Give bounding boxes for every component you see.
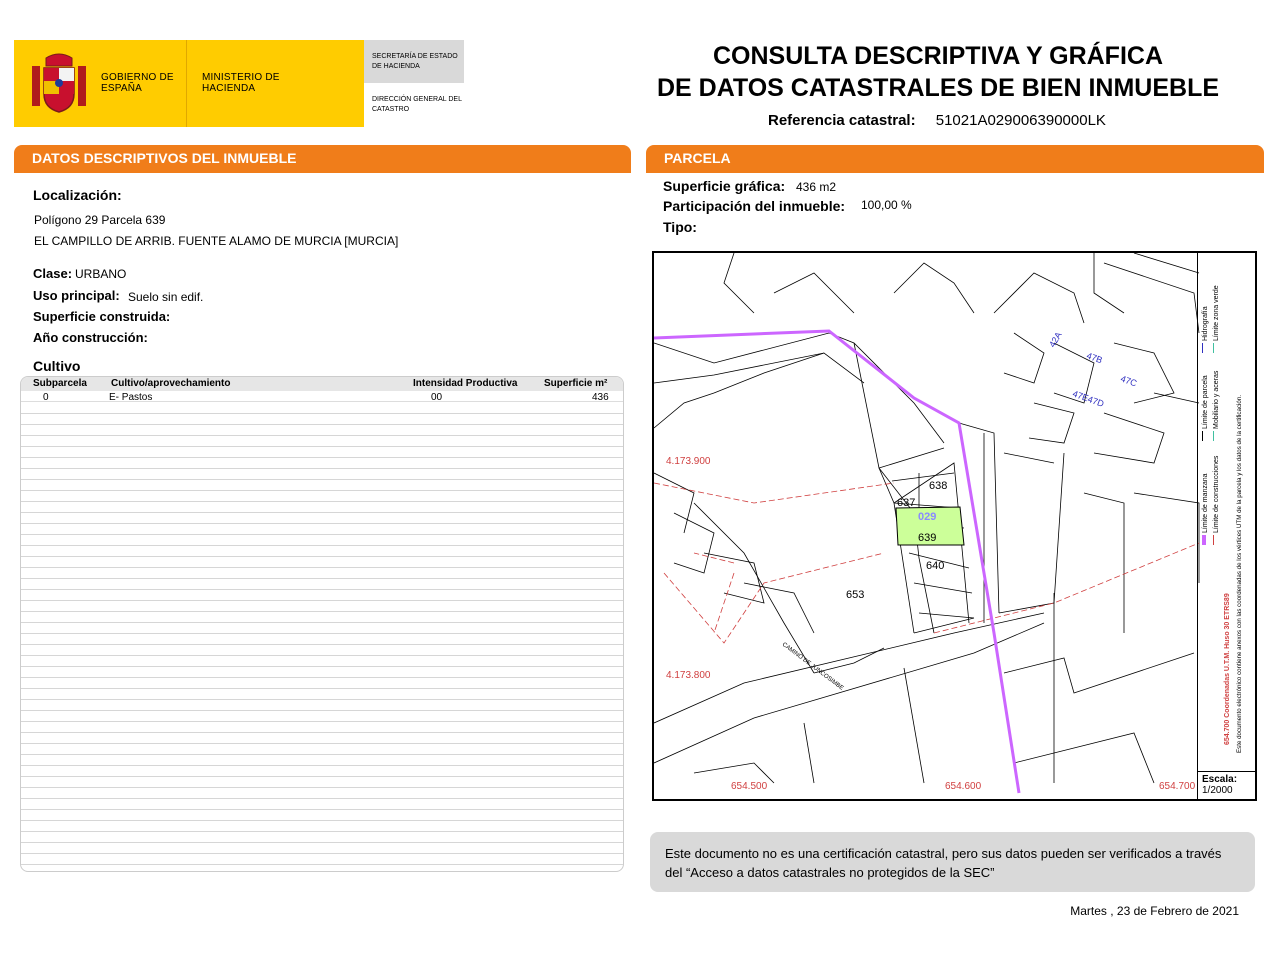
legend-mobiliario: Mobiliario y aceras bbox=[1213, 370, 1220, 429]
coord-x-2: 654.600 bbox=[945, 781, 982, 792]
parcela-title: PARCELA bbox=[664, 150, 731, 166]
cultivo-table-header bbox=[21, 377, 623, 391]
localizacion-line1: Polígono 29 Parcela 639 bbox=[34, 213, 166, 227]
map-legend bbox=[1197, 253, 1255, 773]
ref-label: Referencia catastral: bbox=[768, 112, 916, 129]
disclaimer-notice bbox=[650, 832, 1255, 892]
coord-y-2: 4.173.800 bbox=[666, 670, 711, 681]
parcel-640: 640 bbox=[926, 560, 945, 572]
col-intensidad: Intensidad Productiva bbox=[413, 378, 518, 389]
ano-construccion-label: Año construcción: bbox=[33, 330, 148, 345]
parcela-header bbox=[646, 145, 1264, 171]
doc-note: Este documento electrónico contiene anexos con las coordenadas de los vértices UTM de la parcela y los datos de la certificación. bbox=[1236, 394, 1243, 753]
superficie-construida-label: Superficie construida: bbox=[33, 309, 171, 324]
parcel-639: 639 bbox=[918, 532, 937, 544]
legend-hidrografia: Hidrografía bbox=[1202, 306, 1209, 341]
empty-rows bbox=[21, 403, 623, 872]
parcel-653: 653 bbox=[846, 589, 865, 601]
legend-parcela: Límite de parcela bbox=[1202, 375, 1209, 429]
cell-intensidad: 00 bbox=[431, 392, 443, 403]
disclaimer-text: Este documento no es una certificación catastral, pero sus datos pueden ser verificados a través del “Acceso a datos catastrales no protegidos de la SEC” bbox=[665, 846, 1222, 880]
datos-title-b: INMUEBLE bbox=[223, 150, 297, 166]
cultivo-table bbox=[20, 376, 624, 872]
coat-of-arms-icon bbox=[28, 52, 90, 116]
legend-manzana: Límite de manzana bbox=[1202, 473, 1209, 533]
government-logo bbox=[14, 40, 462, 127]
cell-subparcela: 0 bbox=[43, 392, 49, 403]
title-line-1: CONSULTA DESCRIPTIVA Y GRÁFICA bbox=[712, 42, 1164, 70]
document-date: Martes , 23 de Febrero de 2021 bbox=[1070, 904, 1239, 918]
scale-box bbox=[1197, 771, 1255, 799]
uso-value: Suelo sin edif. bbox=[128, 290, 204, 304]
building-42a: 42A bbox=[1047, 330, 1064, 349]
cultivo-label: Cultivo bbox=[33, 358, 81, 374]
map-drawing bbox=[654, 253, 1257, 801]
participacion-label: Participación del inmueble: bbox=[663, 198, 846, 214]
datos-title-a: DATOS DESCRIPTIVOS DEL bbox=[32, 150, 224, 166]
legend-drawing bbox=[1198, 253, 1256, 773]
table-row bbox=[21, 391, 623, 402]
scale-label: Escala: bbox=[1202, 774, 1238, 785]
coord-y-1: 4.173.900 bbox=[666, 456, 711, 467]
building-47e47d: 47E47D bbox=[1071, 388, 1106, 410]
participacion-value: 100,00 % bbox=[861, 198, 912, 212]
cadastral-map bbox=[652, 251, 1257, 801]
direccion-label: DIRECCIÓN GENERAL DEL CATASTRO bbox=[372, 96, 462, 113]
parcel-638: 638 bbox=[929, 480, 948, 492]
page-title bbox=[640, 40, 1236, 104]
legend-construcciones: Límite de construcciones bbox=[1213, 455, 1220, 533]
title-line-2: DE DATOS CATASTRALES DE BIEN INMUEBLE bbox=[656, 74, 1220, 102]
road-label: CAMINO DE JUNCOSIMBE bbox=[780, 641, 845, 692]
logo-divider bbox=[186, 40, 187, 127]
localizacion-label: Localización: bbox=[33, 187, 122, 203]
tipo-label: Tipo: bbox=[663, 219, 697, 235]
coord-x-3: 654.700 bbox=[1159, 781, 1196, 792]
clase-label: Clase: bbox=[33, 266, 73, 281]
uso-label: Uso principal: bbox=[33, 288, 120, 303]
superficie-grafica-label: Superficie gráfica: bbox=[663, 178, 786, 194]
coords-note: 654.700 Coordenadas U.T.M. Huso 30 ETRS89 bbox=[1224, 593, 1231, 745]
gobierno-label: GOBIERNO DE ESPAÑA bbox=[101, 72, 174, 94]
building-47c: 47C bbox=[1119, 373, 1139, 389]
secretaria-label: SECRETARÍA DE ESTADO DE HACIENDA bbox=[372, 53, 458, 70]
col-subparcela: Subparcela bbox=[33, 378, 87, 389]
parcel-029: 029 bbox=[918, 511, 937, 523]
parcel-637: 637 bbox=[897, 497, 916, 509]
datos-descriptivos-header bbox=[14, 145, 631, 171]
legend-zona-verde: Límite zona verde bbox=[1213, 285, 1220, 341]
scale-value: 1/2000 bbox=[1202, 785, 1233, 796]
superficie-grafica-value: 436 m2 bbox=[796, 180, 837, 194]
cell-superficie: 436 bbox=[592, 392, 609, 403]
building-47b: 47B bbox=[1085, 350, 1104, 366]
col-superficie: Superficie m² bbox=[544, 378, 608, 389]
cell-cultivo: E- Pastos bbox=[109, 392, 153, 403]
col-cultivo: Cultivo/aprovechamiento bbox=[111, 378, 231, 389]
ref-value: 51021A029006390000LK bbox=[935, 112, 1106, 129]
ministerio-label: MINISTERIO DE HACIENDA bbox=[202, 72, 280, 94]
clase-value: URBANO bbox=[75, 267, 127, 281]
datos-bar-line bbox=[14, 171, 631, 173]
coord-x-1: 654.500 bbox=[731, 781, 768, 792]
parcela-bar-line bbox=[646, 171, 1264, 173]
localizacion-line2: EL CAMPILLO DE ARRIB. FUENTE ALAMO DE MURCIA [MURCIA] bbox=[34, 234, 399, 248]
referencia-catastral bbox=[768, 112, 1106, 129]
